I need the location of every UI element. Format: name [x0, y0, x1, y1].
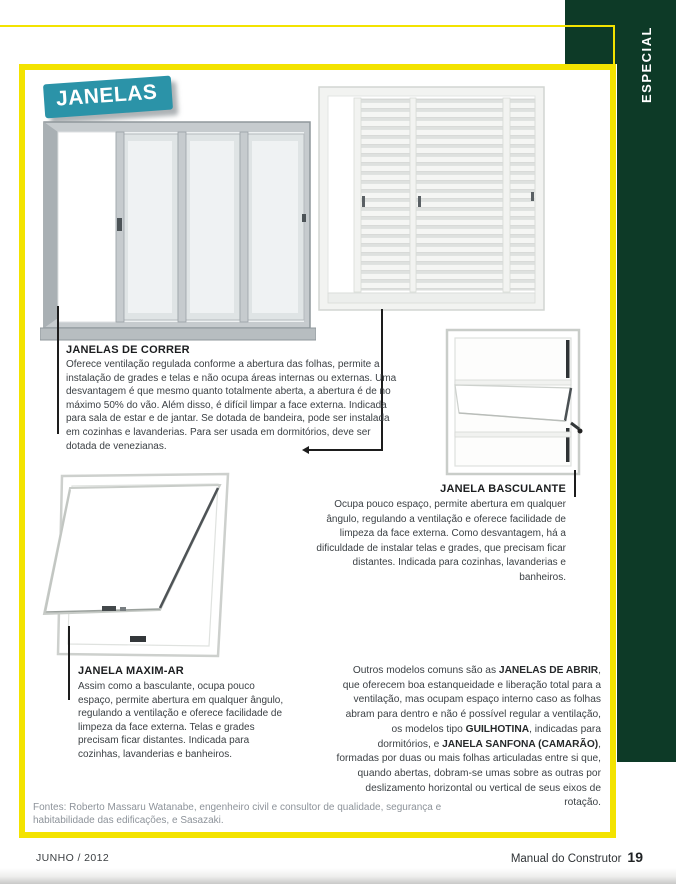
- page-title: JANELAS: [55, 80, 159, 111]
- heading-janela-maxim-ar: JANELA MAXIM-AR: [78, 665, 184, 677]
- footer-page-number: 19: [627, 849, 643, 865]
- heading-janela-basculante: JANELA BASCULANTE: [440, 483, 566, 495]
- footer-brand-page: [511, 849, 643, 865]
- thin-yellow-rule-top: [0, 25, 615, 27]
- green-sidebar: [617, 0, 676, 762]
- section-tab-label: ESPECIAL: [639, 26, 654, 104]
- leader-line-correr: [57, 306, 59, 434]
- bottom-edge-shadow: [0, 868, 676, 884]
- leader-line-basculante: [574, 470, 576, 497]
- sources-note: Fontes: Roberto Massaru Watanabe, engenheiro civil e consultor de qualidade, segurança e habitabilidade das edificações, e Sasazaki.: [33, 802, 442, 826]
- body-janela-basculante: Ocupa pouco espaço, permite abertura em qualquer ângulo, regulando a ventilação e oferece facilidade de limpeza da face externa. Como desvantagem, há a dificuldade de instalar telas e grades, que precisam ficar distantes. Indicada para cozinhas, lavanderias e banheiros.: [316, 499, 566, 583]
- section-tab-especial: [617, 22, 676, 108]
- sliding-window-image: [40, 118, 316, 346]
- paragraph-outros-modelos: Outros modelos comuns são as JANELAS DE ABRIR, que oferecem boa estanqueidade e liberação total para a ventilação, mas ocupam espaço interno caso as folhas abram para dentro e não é possível regular a ventilação, os modelos tipo GUILHOTINA, indicadas para dormitórios, e JANELA SANFONA (CAMARÃO), formadas por duas ou mais folhas articuladas entre si que, quando abertas, dobram-se umas sobre as outras por deslizamento horizontal ou vertical de seus eixos de rotação.: [336, 665, 601, 809]
- body-janela-maxim-ar: Assim como a basculante, ocupa pouco espaço, permite abertura em qualquer ângulo, regulando a ventilação e oferece facilidade de limpeza da face externa. Telas e grades precisam ficar distantes. Indicada para cozinhas, lavanderias e banheiros.: [78, 681, 284, 760]
- leader-line-maximar: [68, 626, 70, 700]
- footer-brand: Manual do Construtor: [510, 853, 622, 865]
- maximar-window-image: [42, 468, 242, 662]
- louvered-window-image: [318, 86, 548, 318]
- heading-janelas-de-correr: JANELAS DE CORRER: [66, 344, 190, 356]
- body-janelas-de-correr: Oferece ventilação regulada conforme a abertura das folhas, permite a instalação de grades e telas e não ocupa áreas internas ou externas. Uma desvantagem é que mesmo quanto totalmente aberta, a abertura é de no máximo 50% do vão. Além disso, é difícil limpar a face externa. Indicada para sala de estar e de jantar. Se dotada de bandeira, pode ser instalada em cozinhas e lavanderias. Para ser usada em dormitórios, deve ser dotada de venezianas.: [66, 359, 397, 452]
- thin-yellow-rule-right: [613, 25, 615, 65]
- footer-issue-date: JUNHO / 2012: [36, 852, 110, 864]
- basculante-window-image: [445, 328, 585, 478]
